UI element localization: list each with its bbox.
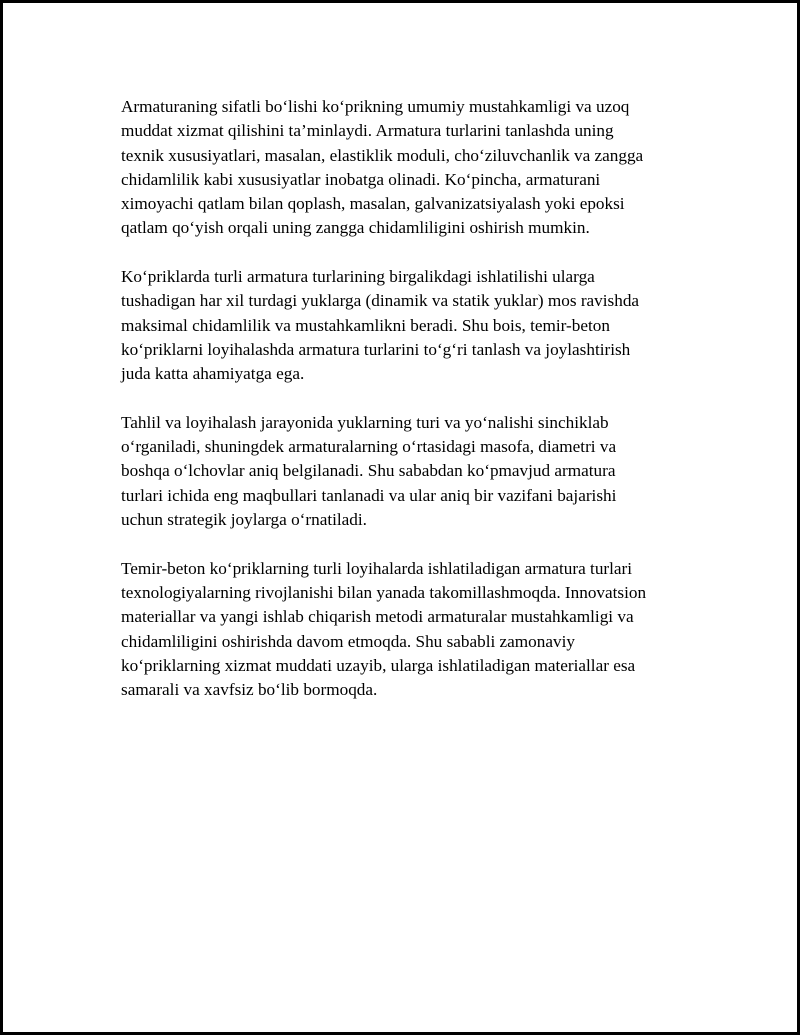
paragraph-line: texnik xususiyatlari, masalan, elastiklik moduli, cho‘ziluvchanlik va zangga — [121, 145, 644, 165]
paragraph-line: juda katta ahamiyatga ega. — [121, 364, 305, 384]
paragraph-line: uchun strategik joylarga o‘rnatiladi. — [121, 510, 367, 530]
paragraph-1 — [121, 95, 711, 241]
paragraph-line: Temir-beton ko‘priklarning turli loyihalarda ishlatiladigan armatura turlari — [121, 558, 633, 578]
paragraph-line: turlari ichida eng maqbullari tanlanadi va ular aniq bir vazifani bajarishi — [121, 485, 617, 505]
paragraph-line: ximoyachi qatlam bilan qoplash, masalan, galvanizatsiyalash yoki epoksi — [121, 194, 625, 214]
paragraph-line: Ko‘priklarda turli armatura turlarining birgalikdagi ishlatilishi ularga — [121, 267, 595, 287]
paragraph-line: o‘rganiladi, shuningdek armaturalarning o‘rtasidagi masofa, diametri va — [121, 437, 617, 457]
paragraph-2 — [121, 265, 711, 386]
paragraph-line: chidamlilik kabi xususiyatlar inobatga olinadi. Ko‘pincha, armaturani — [121, 169, 601, 189]
paragraph-line: Armaturaning sifatli bo‘lishi ko‘prikning umumiy mustahkamligi va uzoq — [121, 97, 630, 116]
paragraph-line: samarali va xavfsiz bo‘lib bormoqda. — [121, 680, 378, 700]
paragraph-line: ko‘priklarni loyihalashda armatura turlarini to‘g‘ri tanlash va joylashtirish — [121, 339, 631, 359]
paragraph-line: materiallar va yangi ishlab chiqarish metodi armaturalar mustahkamligi va — [121, 607, 634, 627]
paragraph-line: maksimal chidamlilik va mustahkamlikni beradi. Shu bois, temir-beton — [121, 315, 610, 335]
paragraph-line: muddat xizmat qilishini ta’minlaydi. Armatura turlarini tanlashda uning — [121, 121, 614, 141]
paragraph-line: qatlam qo‘yish orqali uning zangga chidamliligini oshirish mumkin. — [121, 218, 590, 238]
paragraph-line: boshqa o‘lchovlar aniq belgilanadi. Shu sababdan ko‘pmavjud armatura — [121, 461, 616, 481]
paragraph-line: ko‘priklarning xizmat muddati uzayib, ularga ishlatiladigan materiallar esa — [121, 655, 636, 675]
paragraph-3 — [121, 411, 711, 532]
paragraph-line: Tahlil va loyihalash jarayonida yuklarning turi va yo‘nalishi sinchiklab — [121, 412, 609, 432]
document-body — [121, 95, 711, 727]
paragraph-line: chidamliligini oshirishda davom etmoqda. Shu sababli zamonaviy — [121, 631, 575, 651]
paragraph-line: texnologiyalarning rivojlanishi bilan yanada takomillashmoqda. Innovatsion — [121, 582, 647, 602]
paragraph-line: tushadigan har xil turdagi yuklarga (dinamik va statik yuklar) mos ravishda — [121, 291, 640, 311]
paragraph-4 — [121, 557, 711, 703]
